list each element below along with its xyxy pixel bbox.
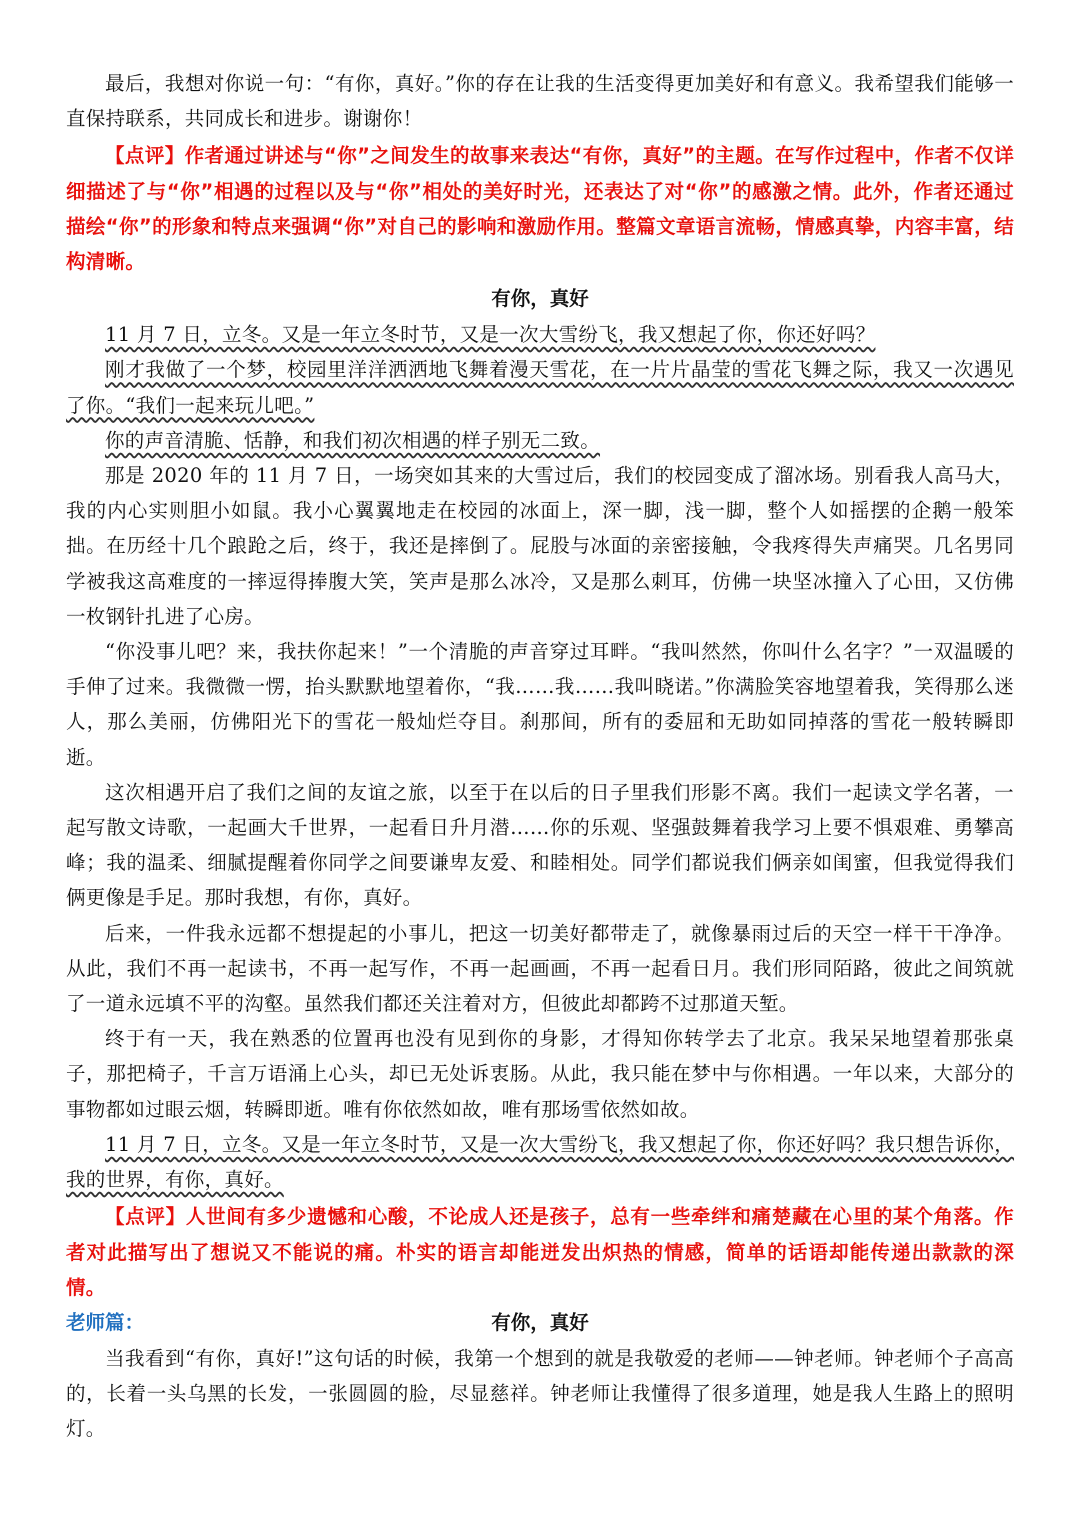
underlined-paragraph [66,352,1014,422]
body-paragraph: 那是 2020 年的 11 月 7 日，一场突如其来的大雪过后，我们的校园变成了溜冰场。别看我人高马大，我的内心实则胆小如鼠。我小心翼翼地走在校园的冰面上，深一脚，浅一脚，整个人如摇摆的企鹅一般笨拙。在历经十几个踉跄之后，终于，我还是摔倒了。屁股与冰面的亲密接触，令我疼得失声痛哭。几名男同学被我这高难度的一摔逗得捧腹大笑，笑声是那么冰冷，又是那么刺耳，仿佛一块坚冰撞入了心田，又仿佛一枚钢针扎进了心房。 [66,464,1014,628]
closing-paragraph: 最后，我想对你说一句：“有你，真好。”你的存在让我的生活变得更加美好和有意义。我希望我们能够一直保持联系，共同成长和进步。谢谢你！ [66,72,1014,131]
body-paragraph: 当我看到“有你，真好!”这句话的时候，我第一个想到的就是我敬爱的老师——钟老师。钟老师个子高高的，长着一头乌黑的长发，一张圆圆的脸，尽显慈祥。钟老师让我懂得了很多道理，她是我人生路上的照明灯。 [66,1346,1014,1441]
underlined-paragraph [66,1127,1014,1197]
essay-title: 有你，真好 [491,1310,589,1334]
section-header [66,1305,1014,1341]
section-label: 老师篇： [66,1310,145,1334]
underlined-text: 11 月 7 日，立冬。又是一年立冬时节，又是一次大雪纷飞，我又想起了你，你还好吗？ [105,323,876,347]
underlined-paragraph [66,423,1014,458]
review-comment: 【点评】作者通过讲述与“你”之间发生的故事来表达“有你，真好”的主题。在写作过程中，作者不仅详细描述了与“你”相遇的过程以及与“你”相处的美好时光，还表达了对“你”的感激之情。此外，作者还通过描绘“你”的形象和特点来强调“你”对自己的影响和激励作用。整篇文章语言流畅，情感真挚，内容丰富，结构清晰。 [66,144,1014,274]
underlined-text: 11 月 7 日，立冬。又是一年立冬时节，又是一次大雪纷飞，我又想起了你，你还好吗？我只想告诉你，我的世界，有你，真好。 [66,1132,1015,1192]
body-paragraph: “你没事儿吧？来，我扶你起来！”一个清脆的声音穿过耳畔。“我叫然然，你叫什么名字？”一双温暖的手伸了过来。我微微一愣，抬头默默地望着你，“我……我……我叫晓诺。”你满脸笑容地望着我，笑得那么迷人，那么美丽，仿佛阳光下的雪花一般灿烂夺目。刹那间，所有的委屈和无助如同掉落的雪花一般转瞬即逝。 [66,640,1014,769]
underlined-paragraph [66,317,1014,352]
review-comment: 【点评】人世间有多少遗憾和心酸，不论成人还是孩子，总有一些牵绊和痛楚藏在心里的某个角落。作者对此描写出了想说又不能说的痛。朴实的语言却能迸发出炽热的情感，简单的话语却能传递出款款的深情。 [66,1205,1014,1299]
underlined-text: 刚才我做了一个梦，校园里洋洋洒洒地飞舞着漫天雪花，在一片片晶莹的雪花飞舞之际，我又一次遇见了你。“我们一起来玩儿吧。” [66,358,1014,417]
essay-title: 有你，真好 [491,287,589,311]
underlined-text: 你的声音清脆、恬静，和我们初次相遇的样子别无二致。 [105,428,601,452]
body-paragraph: 终于有一天，我在熟悉的位置再也没有见到你的身影，才得知你转学去了北京。我呆呆地望着那张桌子，那把椅子，千言万语涌上心头，却已无处诉衷肠。从此，我只能在梦中与你相遇。一年以来，大部分的事物都如过眼云烟，转瞬即逝。唯有你依然如故，唯有那场雪依然如故。 [66,1027,1014,1121]
body-paragraph: 后来，一件我永远都不想提起的小事儿，把这一切美好都带走了，就像暴雨过后的天空一样干干净净。从此，我们不再一起读书，不再一起写作，不再一起画画，不再一起看日月。我们形同陌路，彼此之间筑就了一道永远填不平的沟壑。虽然我们都还关注着对方，但彼此却都跨不过那道天堑。 [66,921,1014,1016]
body-paragraph: 这次相遇开启了我们之间的友谊之旅，以至于在以后的日子里我们形影不离。我们一起读文学名著，一起写散文诗歌，一起画大千世界，一起看日升月潜……你的乐观、坚强鼓舞着我学习上要不惧艰难、勇攀高峰；我的温柔、细腻提醒着你同学之间要谦卑友爱、和睦相处。同学们都说我们俩亲如闺蜜，但我觉得我们俩更像是手足。那时我想，有你，真好。 [66,780,1014,910]
